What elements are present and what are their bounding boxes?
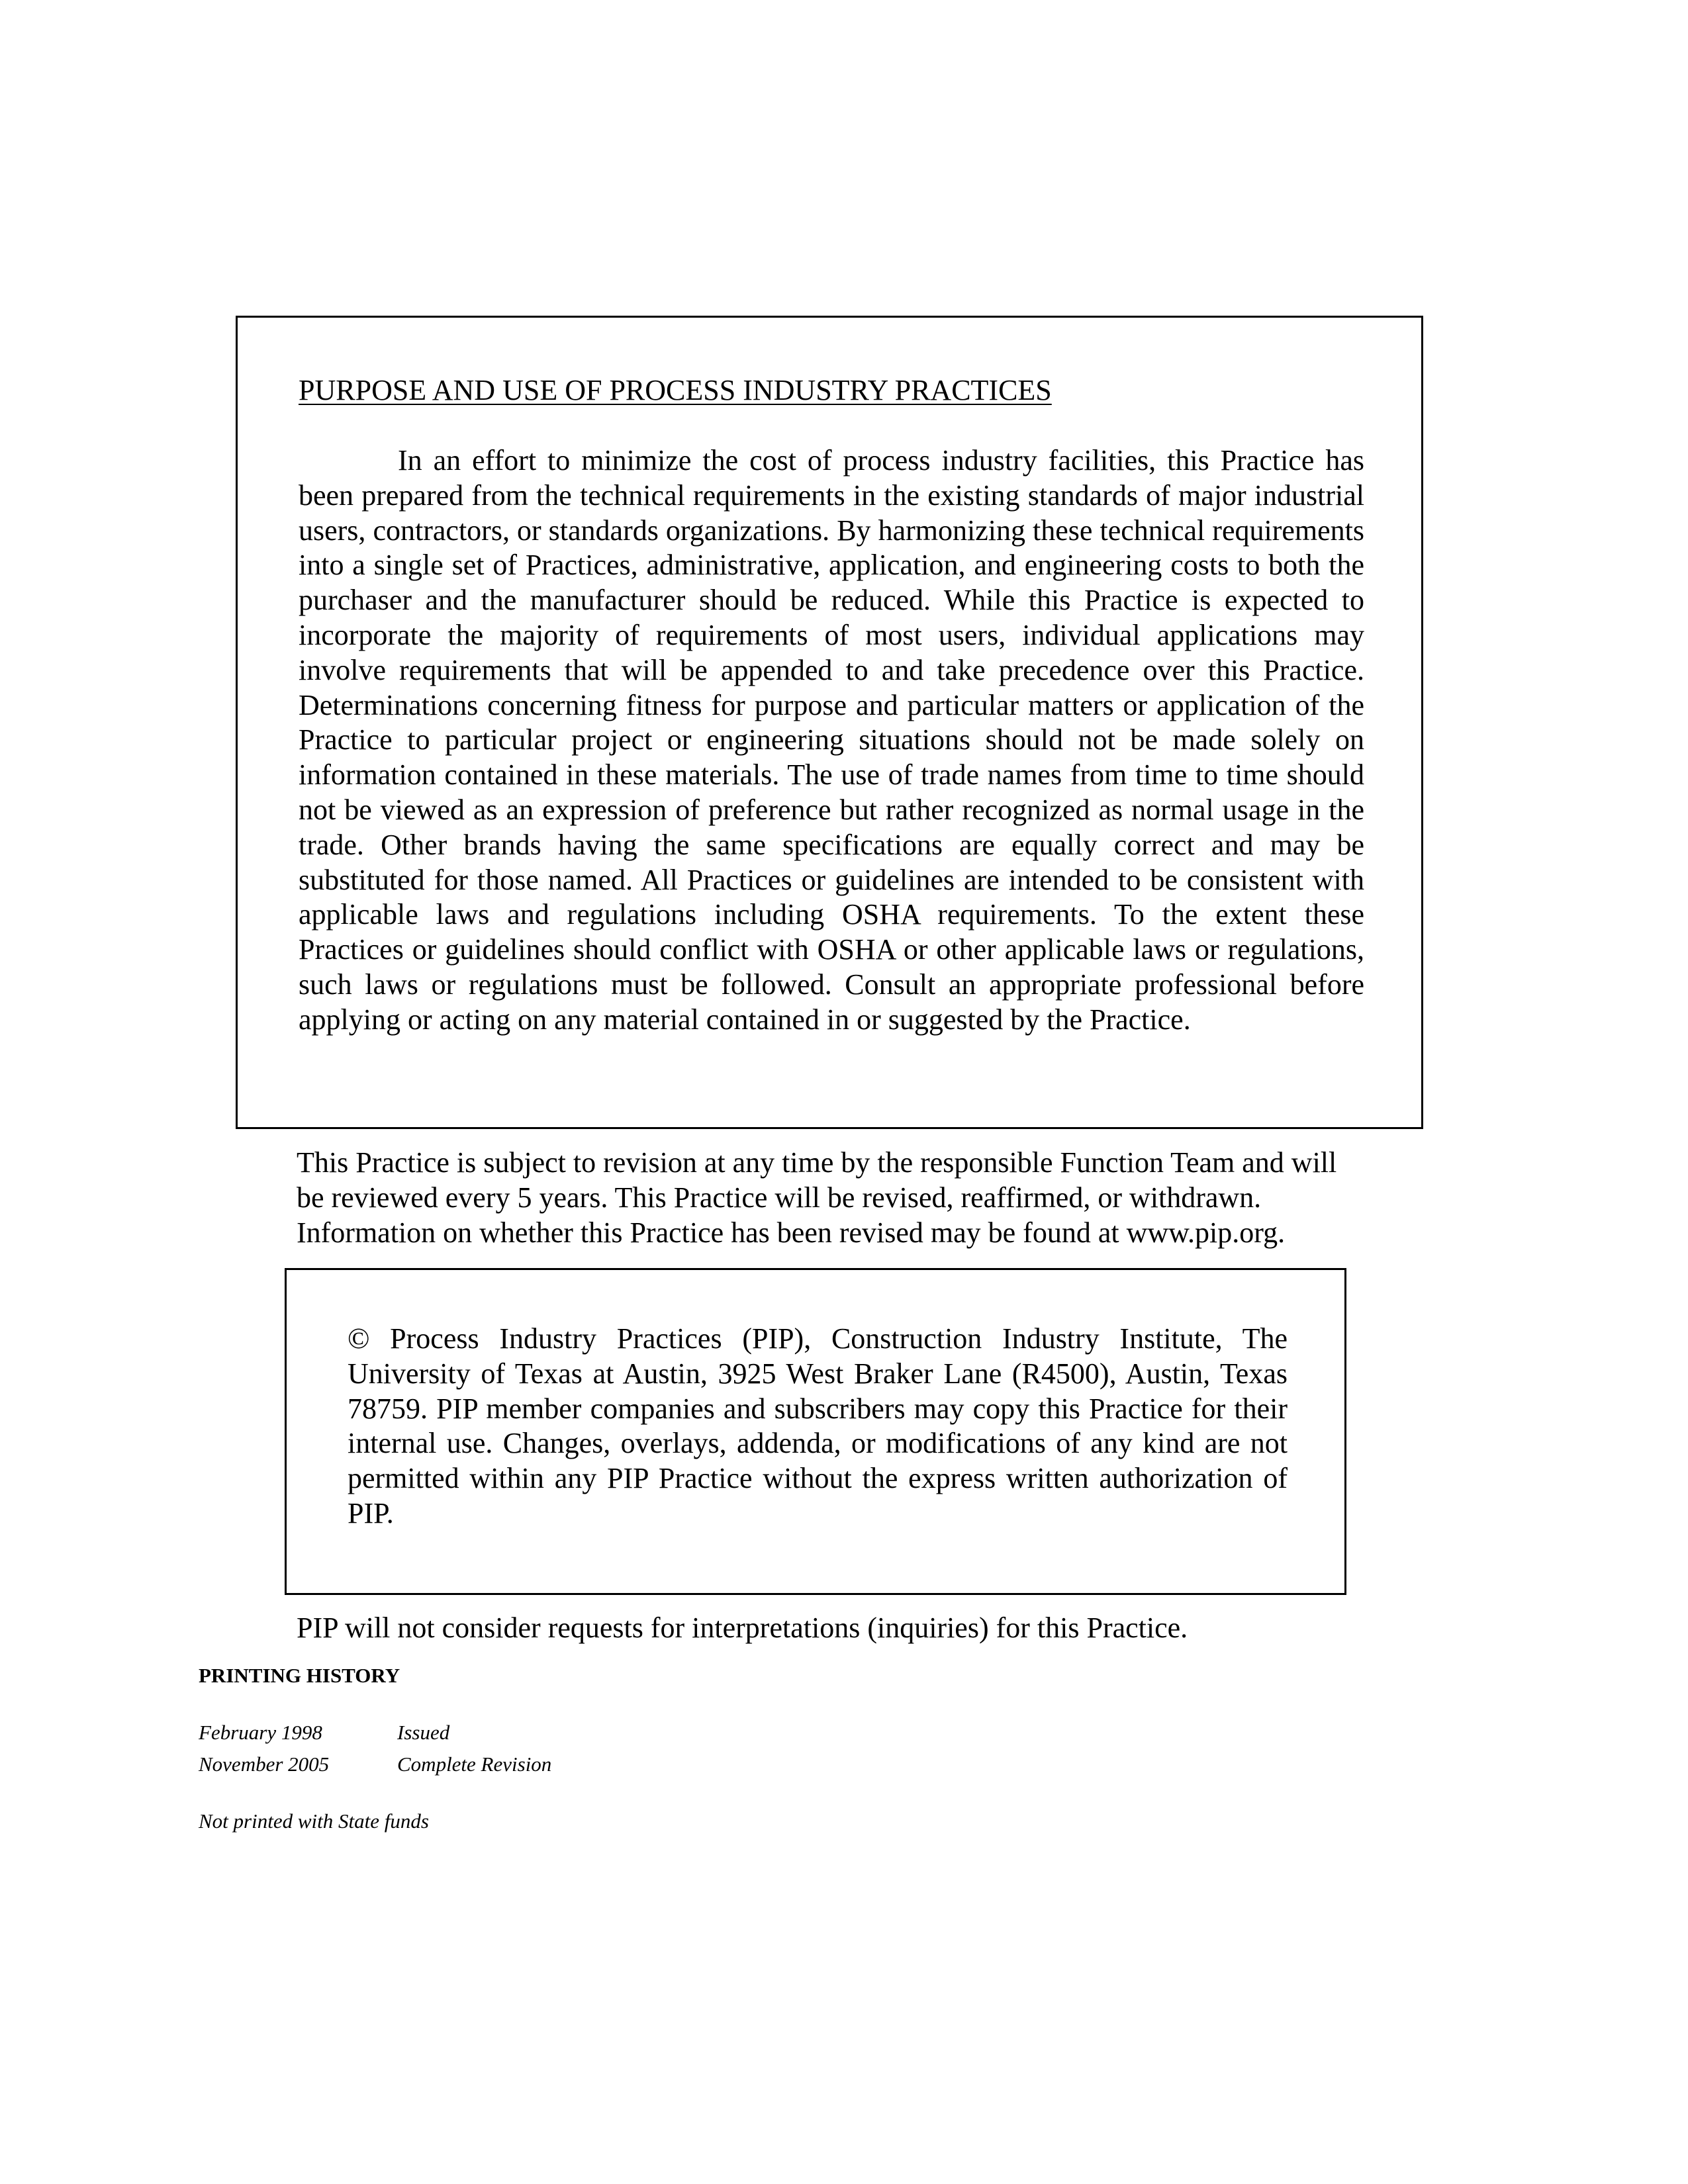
revision-notice — [297, 1145, 1422, 1250]
history-description: Complete Revision — [397, 1752, 552, 1776]
copyright-notice-box — [285, 1268, 1346, 1595]
footer-note: Not printed with State funds — [199, 1809, 429, 1833]
purpose-title: PURPOSE AND USE OF PROCESS INDUSTRY PRACTICES — [299, 374, 1052, 406]
copyright-text: © Process Industry Practices (PIP), Construction Industry Institute, The University of Texas at Austin, 3925 West Braker Lane (R4500), Austin, Texas 78759. PIP member companies and subscribers may copy this Practice for their internal use. Changes, overlays, addenda, or modifications of any kind are not permitted within any PIP Practice without the express written authorization of PIP. — [348, 1322, 1288, 1529]
purpose-notice-box — [236, 316, 1423, 1129]
printing-history-entry — [199, 1749, 551, 1780]
history-date: November 2005 — [199, 1752, 330, 1776]
revision-line: This Practice is subject to revision at any time by the responsible Function Team and will — [297, 1146, 1337, 1179]
history-date: February 1998 — [199, 1721, 322, 1744]
printing-history-list — [199, 1717, 551, 1780]
printing-history-heading: PRINTING HISTORY — [199, 1664, 400, 1687]
history-description: Issued — [397, 1721, 450, 1744]
revision-line: be reviewed every 5 years. This Practice will be revised, reaffirmed, or withdrawn. — [297, 1181, 1262, 1214]
revision-line: Information on whether this Practice has been revised may be found at www.pip.org. — [297, 1216, 1286, 1249]
printing-history-entry — [199, 1717, 551, 1749]
interpretations-notice: PIP will not consider requests for interpretations (inquiries) for this Practice. — [297, 1612, 1188, 1644]
purpose-body: In an effort to minimize the cost of process industry facilities, this Practice has been prepared from the technical requirements in the existing standards of major industrial users, contractors, or standards organizations. By harmonizing these technical requirements into a single set of Practices, administrative, application, and engineering costs to both the purchaser and the manufacturer should be reduced. While this Practice is expected to incorporate the majority of requirements of most users, individual applications may involve requirements that will be appended to and take precedence over this Practice. Determinations concerning fitness for purpose and particular matters or application of the Practice to particular project or engineering situations should not be made solely on information contained in these materials. The use of trade names from time to time should not be viewed as an expression of preference but rather recognized as normal usage in the trade. Other brands having the same specifications are equally correct and may be substituted for those named. All Practices or guidelines are intended to be consistent with applicable laws and regulations including OSHA requirements. To the extent these Practices or guidelines should conflict with OSHA or other applicable laws or regulations, such laws or regulations must be followed. Consult an appropriate professional before applying or acting on any material contained in or suggested by the Practice. — [299, 444, 1364, 1036]
